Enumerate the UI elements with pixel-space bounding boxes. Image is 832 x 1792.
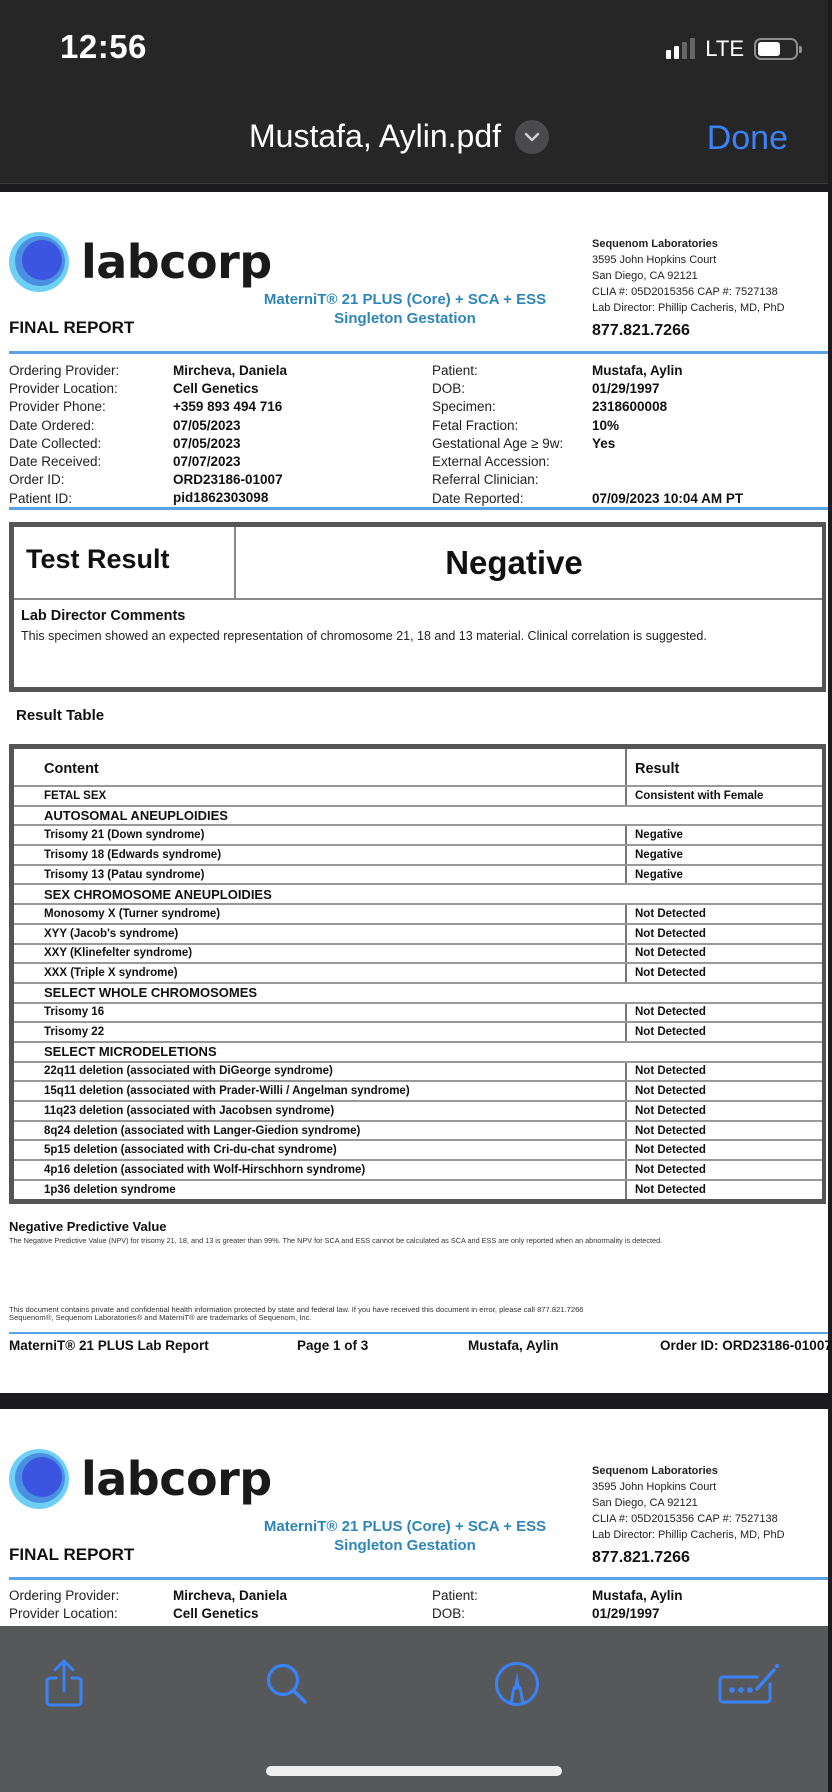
info-label: Provider Phone: [9,399,106,415]
row-content: 8q24 deletion (associated with Langer-Giedion syndrome) [14,1121,626,1141]
info-label: Date Collected: [9,435,102,451]
lab-clia: CLIA #: 05D2015356 CAP #: 7527138 [592,286,778,298]
info-label: Fetal Fraction: [432,417,519,433]
home-indicator[interactable] [266,1766,562,1776]
lab-address-line2: San Diego, CA 92121 [592,1497,698,1509]
lab-info [592,1463,785,1543]
info-label: Date Ordered: [9,417,95,433]
table-row [14,1022,822,1042]
row-content: SEX CHROMOSOME ANEUPLOIDIES [14,884,822,904]
info-divider [9,507,828,510]
result-table [9,744,826,1204]
lab-phone: 877.821.7266 [592,322,690,339]
info-labels-left [9,362,119,509]
labcorp-wordmark: labcorp [81,1452,272,1506]
result-table-title: Result Table [16,707,105,724]
footer-page-number: Page 1 of 3 [297,1338,369,1353]
status-time: 12:56 [60,28,147,65]
info-labels-right [432,362,563,509]
date-collected: 07/05/2023 [173,435,241,451]
lab-name: Sequenom Laboratories [592,1465,718,1477]
fill-sign-icon [717,1662,781,1706]
row-result: Not Detected [626,1101,822,1121]
info-label: Patient ID: [9,491,73,507]
lab-phone: 877.821.7266 [592,1549,690,1566]
document-title: Mustafa, Aylin.pdf [249,118,501,154]
row-content: SELECT MICRODELETIONS [14,1042,822,1062]
share-icon [42,1658,86,1710]
table-row [14,825,822,845]
table-section-row [14,1042,822,1062]
info-values-right [592,362,743,509]
table-section-row [14,884,822,904]
table-section-row [14,806,822,826]
labcorp-logo [9,232,272,292]
info-label: Date Received: [9,453,102,469]
row-content: AUTOSOMAL ANEUPLOIDIES [14,806,822,826]
share-button[interactable] [36,1656,92,1712]
footer-order-id: Order ID: ORD23186-01007 [660,1338,832,1353]
lab-name: Sequenom Laboratories [592,238,718,250]
test-name-line1: MaterniT® 21 PLUS (Core) + SCA + ESS [263,291,547,308]
done-button[interactable]: Done [706,119,788,157]
test-result-label: Test Result [14,527,236,598]
row-content: XYY (Jacob's syndrome) [14,924,626,944]
row-result: Not Detected [626,1160,822,1180]
row-content: Trisomy 22 [14,1022,626,1042]
info-label: Provider Location: [9,1606,118,1622]
pdf-page-1[interactable] [0,192,832,1393]
date-reported: 07/09/2023 10:04 AM PT [592,491,744,507]
header-divider [9,1577,828,1580]
lab-clia: CLIA #: 05D2015356 CAP #: 7527138 [592,1513,778,1525]
specimen-id: 2318600008 [592,399,668,415]
header-content: Content [14,749,626,786]
provider-phone: +359 893 494 716 [173,399,283,415]
row-result: Not Detected [626,1121,822,1141]
referral-clinician [592,471,743,489]
info-values-left [173,362,287,508]
row-content: 11q23 deletion (associated with Jacobsen syndrome) [14,1101,626,1121]
table-row [14,1180,822,1200]
row-result: Not Detected [626,1003,822,1023]
info-label: Patient: [432,1588,478,1603]
info-label: Gestational Age ≥ 9w: [432,435,564,451]
markup-pen-icon [493,1660,541,1708]
info-label: External Accession: [432,453,550,469]
gestational-age: Yes [592,435,616,451]
markup-button[interactable] [489,1656,545,1712]
row-content: Trisomy 16 [14,1003,626,1023]
lab-address-line1: 3595 John Hopkins Court [592,1481,717,1493]
provider-location: Cell Genetics [173,381,259,397]
labcorp-logo-icon [9,232,69,292]
info-label: Order ID: [9,472,65,488]
test-name [240,1517,570,1555]
npv-body: The Negative Predictive Value (NPV) for trisomy 21, 18, and 13 is greater than 99%. The NPV for SCA and ESS cannot be calculated as SCA and ESS are only reported when an abnormality is detected. [9,1236,663,1245]
info-label: Provider Location: [9,381,118,397]
fill-and-sign-button[interactable] [716,1656,782,1712]
row-result: Negative [626,825,822,845]
table-row [14,845,822,865]
table-row [14,1003,822,1023]
test-name-line2: Singleton Gestation [334,1537,476,1554]
search-icon [263,1660,311,1708]
row-content: XXX (Triple X syndrome) [14,963,626,983]
labcorp-logo [9,1449,272,1509]
report-status: FINAL REPORT [9,1545,135,1564]
row-content: 4p16 deletion (associated with Wolf-Hirschhorn syndrome) [14,1160,626,1180]
labcorp-logo-icon [9,1449,69,1509]
pdf-page-2[interactable] [0,1409,828,1626]
document-title-button[interactable] [0,118,828,155]
row-result: Consistent with Female [626,786,822,806]
table-row [14,1101,822,1121]
row-result: Negative [626,865,822,885]
test-name [240,290,570,328]
lab-address-line2: San Diego, CA 92121 [592,270,698,282]
test-name-line2: Singleton Gestation [334,310,476,327]
footer-report-name: MaterniT® 21 PLUS Lab Report [9,1338,209,1353]
table-row [14,1121,822,1141]
fetal-fraction: 10% [592,417,620,433]
patient-dob: 01/29/1997 [592,1606,660,1622]
info-label: Date Reported: [432,491,524,507]
table-row [14,786,822,806]
ordering-provider: Mircheva, Daniela [173,1588,288,1603]
info-label: Ordering Provider: [9,363,120,378]
row-content: FETAL SEX [14,786,626,806]
table-row [14,1160,822,1180]
row-content: Trisomy 21 (Down syndrome) [14,825,626,845]
chevron-down-icon[interactable] [515,120,549,154]
test-name-line1: MaterniT® 21 PLUS (Core) + SCA + ESS [263,1518,547,1535]
navigation-header [0,0,828,184]
external-accession [592,453,743,471]
ordering-provider: Mircheva, Daniela [173,363,288,378]
date-ordered: 07/05/2023 [173,417,241,433]
table-header-row [14,749,822,786]
lab-director: Lab Director: Phillip Cacheris, MD, PhD [592,1529,785,1541]
row-result: Not Detected [626,1081,822,1101]
row-content: SELECT WHOLE CHROMOSOMES [14,983,822,1003]
info-label: DOB: [432,381,466,397]
confidentiality-disclaimer [9,1306,584,1322]
network-type: LTE [705,36,744,61]
test-result-box [9,522,826,692]
search-button[interactable] [259,1656,315,1712]
table-row [14,944,822,964]
info-label: Referral Clinician: [432,472,539,488]
lab-director-comments [14,600,822,653]
disclaimer-line2: Sequenom®, Sequenom Laboratories® and MaterniT® are trademarks of Sequenom, Inc. [9,1313,312,1322]
status-indicators [666,36,798,62]
row-result: Not Detected [626,924,822,944]
table-row [14,924,822,944]
row-content: 15q11 deletion (associated with Prader-Willi / Angelman syndrome) [14,1081,626,1101]
patient-dob: 01/29/1997 [592,381,660,397]
table-row [14,865,822,885]
footer-divider [9,1332,828,1334]
table-row [14,1081,822,1101]
comments-title: Lab Director Comments [21,608,186,624]
header-result: Result [626,749,822,786]
provider-location: Cell Genetics [173,1606,259,1622]
lab-director: Lab Director: Phillip Cacheris, MD, PhD [592,302,785,314]
table-row [14,963,822,983]
footer-patient: Mustafa, Aylin [468,1338,559,1353]
table-row [14,1062,822,1082]
order-id: ORD23186-01007 [173,472,283,488]
npv-title: Negative Predictive Value [9,1219,167,1234]
table-section-row [14,983,822,1003]
patient-id: pid1862303098 [173,490,269,506]
row-content: Trisomy 13 (Patau syndrome) [14,865,626,885]
row-result: Not Detected [626,1062,822,1082]
patient-name: Mustafa, Aylin [592,1588,683,1603]
disclaimer-line1: This document contains private and confidential health information protected by state and federal law. If you have received this document in error, please call 877.821.7266 [9,1305,584,1314]
labcorp-wordmark: labcorp [81,235,272,289]
table-row [14,904,822,924]
info-label: DOB: [432,1606,466,1622]
row-content: 1p36 deletion syndrome [44,1184,176,1197]
info-label: Ordering Provider: [9,1588,120,1603]
report-status: FINAL REPORT [9,318,135,337]
row-result: Not Detected [626,904,822,924]
row-result: Not Detected [626,1140,822,1160]
row-content: Trisomy 18 (Edwards syndrome) [14,845,626,865]
lab-info [592,236,785,316]
row-result: Not Detected [626,1180,822,1200]
cellular-signal-icon [666,39,695,59]
table-row [14,1140,822,1160]
info-label: Specimen: [432,399,496,415]
row-result: Not Detected [626,1022,822,1042]
row-content: Monosomy X (Turner syndrome) [14,904,626,924]
row-result: Not Detected [626,963,822,983]
row-content: 22q11 deletion (associated with DiGeorge syndrome) [14,1062,626,1082]
patient-name: Mustafa, Aylin [592,363,683,378]
comments-body: This specimen showed an expected representation of chromosome 21, 18 and 13 material. Clinical correlation is suggested. [21,629,707,643]
header-divider [9,351,828,354]
date-received: 07/07/2023 [173,453,241,469]
row-content: XXY (Klinefelter syndrome) [14,944,626,964]
row-content: 5p15 deletion (associated with Cri-du-chat syndrome) [14,1140,626,1160]
info-label: Patient: [432,363,478,378]
lab-address-line1: 3595 John Hopkins Court [592,254,717,266]
row-result: Negative [626,845,822,865]
row-result: Not Detected [626,944,822,964]
test-result-value: Negative [445,544,583,581]
battery-icon [754,38,798,60]
